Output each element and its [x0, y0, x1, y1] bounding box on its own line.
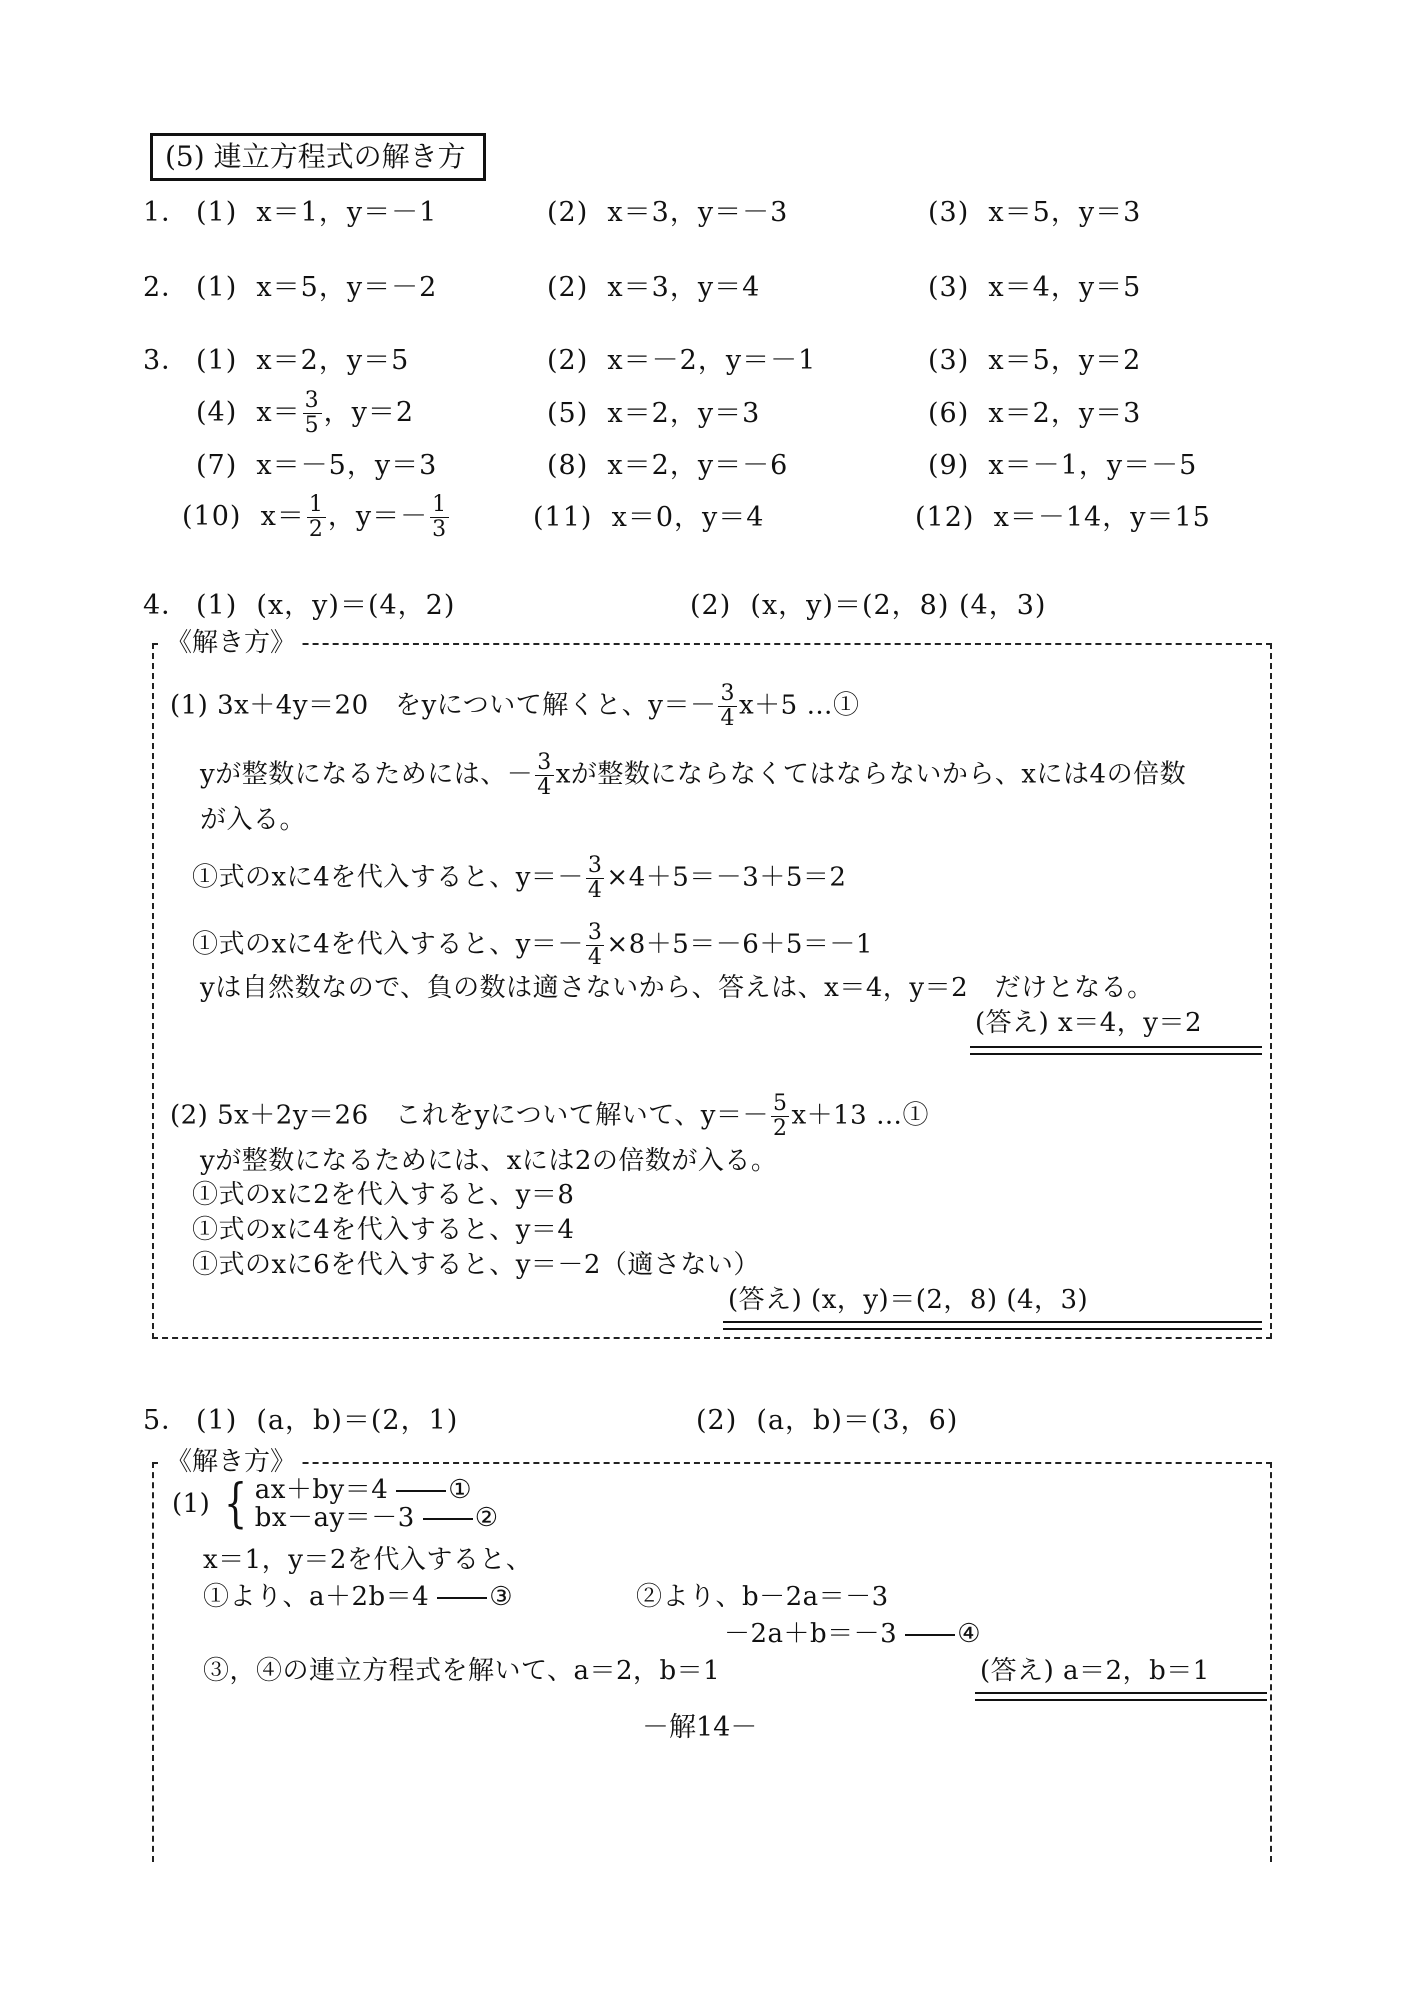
- item-number: (7): [196, 450, 238, 481]
- denominator: 2: [308, 517, 324, 542]
- fraction: [307, 494, 326, 541]
- q4-p2-line5: ①式のxに6を代入すると、y＝－2（適さない）: [192, 1250, 760, 1280]
- leader-line: [396, 1490, 446, 1492]
- numerator: 3: [587, 920, 603, 945]
- item-answer: x＝2，y＝3: [988, 398, 1142, 429]
- q4-answer-1: [196, 590, 455, 622]
- page-number: －解14－: [642, 1712, 758, 1743]
- q4-p1-line2: [200, 752, 1186, 799]
- item-number: (8): [547, 450, 589, 481]
- item-answer: x＝1，y＝－1: [256, 197, 438, 228]
- q3-item-9: [928, 450, 1197, 482]
- text: －2a＋b＝－3: [724, 1619, 898, 1649]
- item-answer: x＝－14，y＝15: [993, 502, 1211, 533]
- fraction: [430, 494, 449, 541]
- item-number: (1): [196, 1405, 238, 1436]
- item-number: (2): [690, 590, 732, 621]
- q4-p1-line4: [192, 855, 846, 902]
- q4-answer-2: [690, 590, 1046, 622]
- fraction: [586, 922, 605, 969]
- q5-answer-2: [696, 1405, 958, 1437]
- fraction: [303, 390, 322, 437]
- item-number: (1): [196, 590, 238, 621]
- q2-label: 2．: [143, 272, 190, 303]
- q5-p1-line3b: ②より、b－2a＝－3: [636, 1582, 889, 1612]
- q4-p2-line1: [170, 1093, 929, 1140]
- item-number: (1): [172, 1489, 211, 1519]
- item-answer: x＝3，y＝4: [607, 272, 761, 303]
- tag: ④: [957, 1619, 982, 1649]
- leader-line: [437, 1597, 487, 1599]
- item-number: (3): [928, 197, 970, 228]
- q5-box-label: 《解き方》: [162, 1447, 302, 1477]
- q1-item-1: [196, 197, 437, 229]
- leader-line: [423, 1518, 473, 1520]
- brace-icon: {: [224, 1474, 248, 1534]
- denominator: 5: [304, 413, 320, 438]
- answer-double-underline: [723, 1321, 1262, 1330]
- text: ×4＋5＝－3＋5＝2: [606, 862, 847, 893]
- tag: ②: [474, 1503, 499, 1533]
- q1-item-2: [547, 197, 788, 229]
- item-number: (6): [928, 398, 970, 429]
- fraction: [535, 752, 554, 799]
- item-number: (10): [182, 501, 242, 532]
- item-answer: x＝0，y＝4: [611, 502, 765, 533]
- denominator: 4: [587, 945, 603, 970]
- text: ×8＋5＝－6＋5＝－1: [606, 929, 873, 960]
- item-answer: x＝2，y＝－6: [607, 450, 789, 481]
- q3-item-2: [547, 345, 816, 377]
- q5-p1-line4: [724, 1619, 981, 1649]
- q4-p1-line3: が入る。: [200, 805, 307, 835]
- q5-p1-line5: ③，④の連立方程式を解いて、a＝2，b＝1: [203, 1656, 721, 1686]
- item-answer: (a，b)＝(2，1): [256, 1405, 459, 1436]
- item-number: (5): [547, 398, 589, 429]
- item-answer: x＝2，y＝3: [607, 398, 761, 429]
- q4-p1-line1: [170, 683, 859, 730]
- text: (1) 3x＋4y＝20 をyについて解くと、y＝－: [170, 690, 717, 721]
- item-number: (3): [928, 345, 970, 376]
- numerator: 1: [308, 492, 324, 517]
- tag: ①: [448, 1475, 473, 1505]
- item-number: (11): [533, 502, 593, 533]
- fraction: [771, 1093, 790, 1140]
- q3-item-6: [928, 398, 1141, 430]
- text: (2) 5x＋2y＝26 これをyについて解いて、y＝－: [170, 1100, 769, 1131]
- item-number: (3): [928, 272, 970, 303]
- denominator: 4: [587, 878, 603, 903]
- answer-double-underline: [970, 1046, 1262, 1055]
- denominator: 3: [432, 517, 448, 542]
- q3-item-7: [196, 450, 437, 482]
- item-number: (1): [196, 272, 238, 303]
- q4-label: 4．: [143, 590, 190, 621]
- q3-item-4: [196, 390, 414, 437]
- text: ax＋by＝4: [254, 1475, 389, 1505]
- q3-item-5: [547, 398, 760, 430]
- item-number: (2): [547, 272, 589, 303]
- q5-p1-line2: x＝1，y＝2を代入すると、: [203, 1545, 533, 1575]
- text: ①式のxに4を代入すると、y＝－: [192, 862, 584, 893]
- item-number: (4): [196, 397, 238, 428]
- item-answer: x＝3，y＝－3: [607, 197, 789, 228]
- item-answer: x＝5，y＝2: [988, 345, 1142, 376]
- numerator: 3: [537, 750, 552, 775]
- item-answer-suffix: ，y＝2: [323, 397, 415, 428]
- text: yが整数になるためには、－: [200, 759, 534, 790]
- denominator: 4: [720, 706, 735, 731]
- denominator: 2: [772, 1116, 788, 1141]
- q4-p2-answer: (答え) (x，y)＝(2，8) (4，3): [728, 1285, 1089, 1315]
- q4-p2-line4: ①式のxに4を代入すると、y＝4: [192, 1215, 575, 1245]
- q3-item-8: [547, 450, 788, 482]
- numerator: 1: [432, 492, 448, 517]
- q3-item-1: [196, 345, 409, 377]
- equation-system: [255, 1476, 499, 1532]
- item-number: (1): [196, 345, 238, 376]
- text: xが整数にならなくてはならないから、xには4の倍数: [555, 759, 1187, 790]
- item-answer: x＝5，y＝－2: [256, 272, 438, 303]
- q3-item-11: [533, 502, 764, 534]
- q5-label: 5．: [143, 1405, 190, 1436]
- q4-p1-line5: [192, 922, 873, 969]
- q3-item-12: [915, 502, 1211, 534]
- item-number: (1): [196, 197, 238, 228]
- text: ①より、a＋2b＝4: [203, 1582, 430, 1612]
- item-answer: (x，y)＝(2，8) (4，3): [750, 590, 1047, 621]
- numerator: 3: [304, 388, 320, 413]
- fraction: [718, 683, 737, 730]
- numerator: 3: [720, 681, 735, 706]
- item-answer: x＝－2，y＝－1: [607, 345, 817, 376]
- q5-p1-answer: (答え) a＝2，b＝1: [980, 1656, 1210, 1686]
- denominator: 4: [537, 775, 552, 800]
- item-answer: x＝5，y＝3: [988, 197, 1142, 228]
- item-answer: x＝－5，y＝3: [256, 450, 438, 481]
- item-number: (9): [928, 450, 970, 481]
- q2-item-3: [928, 272, 1141, 304]
- q3-label: 3．: [143, 345, 190, 376]
- item-answer: (a，b)＝(3，6): [756, 1405, 959, 1436]
- q5-p1-system: [172, 1476, 499, 1532]
- text: bx－ay＝－3: [254, 1503, 415, 1533]
- item-answer: x＝2，y＝5: [256, 345, 410, 376]
- item-answer: (x，y)＝(4，2): [256, 590, 456, 621]
- q4-p2-line2: yが整数になるためには、xには2の倍数が入る。: [200, 1146, 778, 1176]
- item-answer: x＝4，y＝5: [988, 272, 1142, 303]
- item-answer-prefix: x＝: [260, 501, 305, 532]
- section-title: (5) 連立方程式の解き方: [150, 133, 486, 181]
- item-number: (2): [547, 197, 589, 228]
- q2-item-2: [547, 272, 760, 304]
- q1-label: 1．: [143, 197, 190, 228]
- item-answer: x＝－1，y＝－5: [988, 450, 1198, 481]
- item-number: (12): [915, 502, 975, 533]
- q3-item-10: [182, 494, 451, 541]
- text: x＋5 …①: [738, 690, 860, 721]
- answer-double-underline: [975, 1692, 1267, 1701]
- equation-2: [255, 1504, 499, 1532]
- item-number: (2): [696, 1405, 738, 1436]
- fraction: [586, 855, 605, 902]
- equation-1: [255, 1476, 499, 1504]
- q4-box-label: 《解き方》: [162, 628, 302, 658]
- text: ①式のxに4を代入すると、y＝－: [192, 929, 584, 960]
- leader-line: [905, 1634, 955, 1636]
- q5-p1-line3a: [203, 1582, 513, 1612]
- numerator: 5: [772, 1091, 788, 1116]
- q3-item-3: [928, 345, 1141, 377]
- item-answer-middle: ，y＝－: [327, 501, 429, 532]
- q4-p1-answer: (答え) x＝4，y＝2: [975, 1008, 1202, 1038]
- tag: ③: [489, 1582, 514, 1612]
- q5-answer-1: [196, 1405, 458, 1437]
- numerator: 3: [587, 853, 603, 878]
- q4-p2-line3: ①式のxに2を代入すると、y＝8: [192, 1180, 575, 1210]
- text: x＋13 …①: [791, 1100, 929, 1131]
- item-answer-prefix: x＝: [256, 397, 301, 428]
- item-number: (2): [547, 345, 589, 376]
- q1-item-3: [928, 197, 1141, 229]
- q2-item-1: [196, 272, 437, 304]
- q4-p1-line6: yは自然数なので、負の数は適さないから、答えは、x＝4，y＝2 だけとなる。: [200, 973, 1154, 1003]
